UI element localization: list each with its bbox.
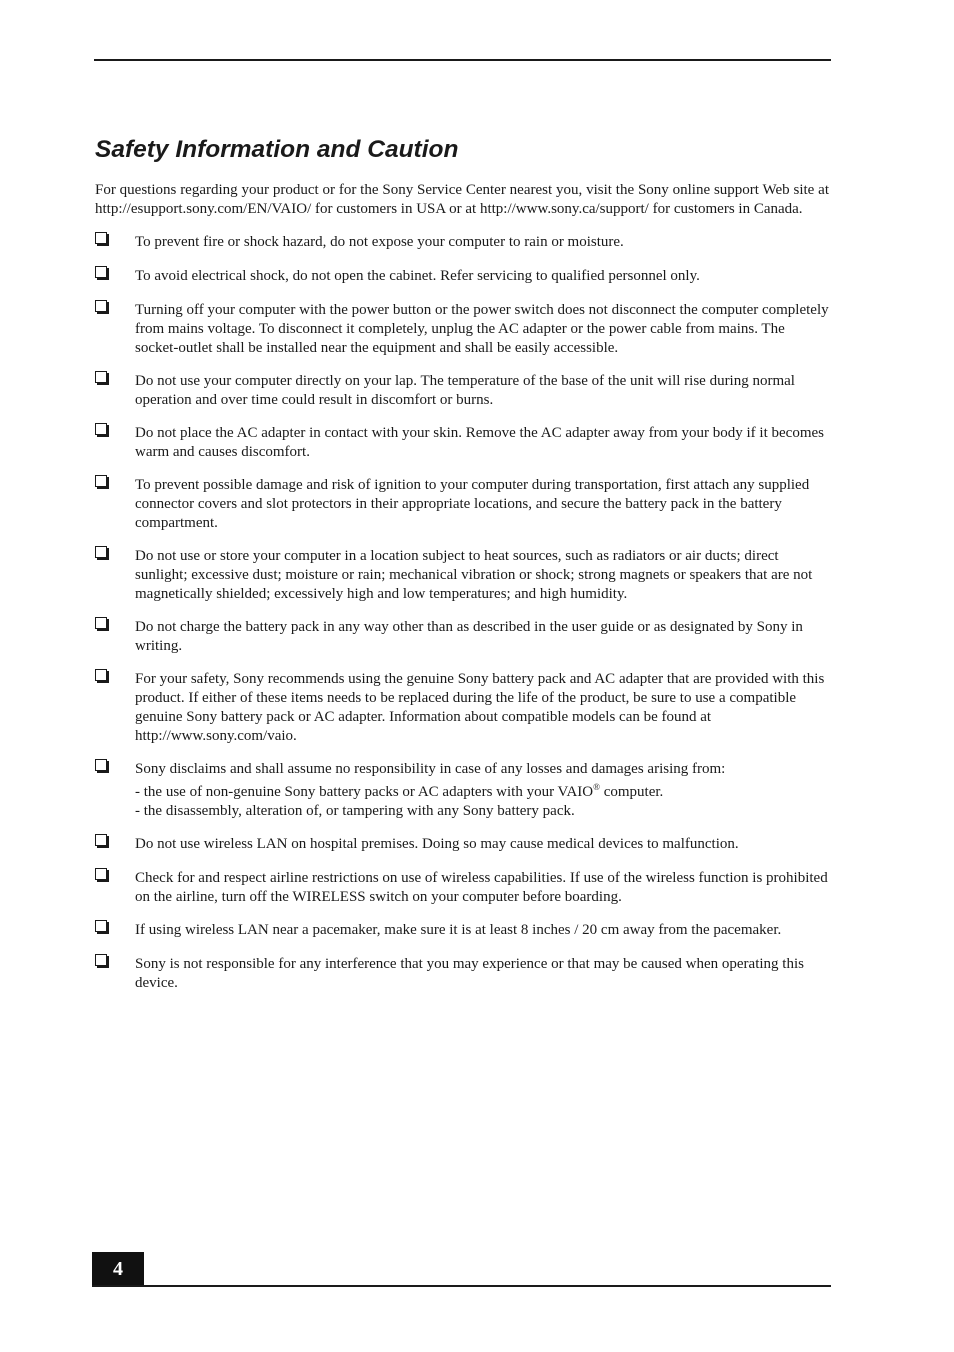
list-item — [95, 476, 829, 533]
list-item-text: For your safety, Sony recommends using the genuine Sony battery pack and AC adapter that are provided with this product. If either of these items needs to be replaced during the life of the product, be sure to use a compatible genuine Sony battery pack or AC adapter. Information about compatible models can be found at http://www.sony.com/vaio. — [135, 671, 825, 744]
checkbox-bullet-icon — [95, 669, 107, 681]
list-item — [95, 372, 829, 410]
list-item — [95, 233, 829, 252]
page-number: 4 — [113, 1258, 123, 1280]
list-item — [95, 670, 829, 746]
list-item-text: To prevent possible damage and risk of ignition to your computer during transportation, first attach any supplied connector covers and slot protectors in their appropriate locations, and secure the battery pack in the battery compartment. — [135, 477, 810, 531]
checkbox-bullet-icon — [95, 920, 107, 932]
list-item — [95, 618, 829, 656]
checkbox-bullet-icon — [95, 954, 107, 966]
list-item-text: Do not charge the battery pack in any way other than as described in the user guide or as designated by Sony in writing. — [135, 619, 803, 654]
list-item-text: Sony is not responsible for any interference that you may experience or that may be caused when operating this device. — [135, 956, 804, 991]
list-item-subline: - the disassembly, alteration of, or tampering with any Sony battery pack. — [135, 803, 575, 819]
content — [95, 181, 829, 1007]
list-item-text: Do not use or store your computer in a location subject to heat sources, such as radiators or air ducts; direct sunlight; excessive dust; moisture or rain; mechanical vibration or shock; strong magnets or speakers that are not magnetically shielded; excessively high and low temperatures; and high humidity. — [135, 548, 813, 602]
list-item — [95, 547, 829, 604]
list-item-text: To prevent fire or shock hazard, do not expose your computer to rain or moisture. — [135, 234, 624, 250]
list-item — [95, 424, 829, 462]
top-rule — [94, 59, 831, 61]
list-item-subline: - the use of non-genuine Sony battery packs or AC adapters with your VAIO® computer. — [135, 782, 664, 800]
list-item-text: To avoid electrical shock, do not open the cabinet. Refer servicing to qualified personnel only. — [135, 268, 700, 284]
page-title: Safety Information and Caution — [95, 136, 459, 163]
list-item — [95, 869, 829, 907]
list-item — [95, 301, 829, 358]
checkbox-bullet-icon — [95, 546, 107, 558]
checkbox-bullet-icon — [95, 475, 107, 487]
checkbox-bullet-icon — [95, 868, 107, 880]
list-item-text: If using wireless LAN near a pacemaker, make sure it is at least 8 inches / 20 cm away from the pacemaker. — [135, 922, 782, 938]
checkbox-bullet-icon — [95, 423, 107, 435]
checkbox-bullet-icon — [95, 759, 107, 771]
bottom-rule — [92, 1285, 831, 1287]
list-item-text: Sony disclaims and shall assume no responsibility in case of any losses and damages arising from: — [135, 761, 726, 777]
list-item-text: Check for and respect airline restrictions on use of wireless capabilities. If use of the wireless function is prohibited on the airline, turn off the WIRELESS switch on your computer before boarding. — [135, 870, 828, 905]
list-item-text: Turning off your computer with the power button or the power switch does not disconnect the computer completely from mains voltage. To disconnect it completely, unplug the AC adapter or the power cable from mains. The socket-outlet shall be installed near the equipment and shall be easily accessible. — [135, 302, 829, 356]
registered-mark: ® — [593, 782, 600, 792]
list-item — [95, 760, 829, 821]
checkbox-bullet-icon — [95, 834, 107, 846]
checkbox-bullet-icon — [95, 371, 107, 383]
safety-list — [95, 233, 829, 993]
checkbox-bullet-icon — [95, 266, 107, 278]
list-item-text: Do not use wireless LAN on hospital premises. Doing so may cause medical devices to malfunction. — [135, 836, 739, 852]
intro-paragraph: For questions regarding your product or for the Sony Service Center nearest you, visit the Sony online support Web site at http://esupport.sony.com/EN/VAIO/ for customers in USA or at http://www.sony.ca/support/ for customers in Canada. — [95, 182, 829, 217]
checkbox-bullet-icon — [95, 300, 107, 312]
list-item — [95, 267, 829, 286]
list-item — [95, 835, 829, 854]
list-item — [95, 955, 829, 993]
page-number-tab — [92, 1252, 144, 1287]
list-item-text: Do not place the AC adapter in contact with your skin. Remove the AC adapter away from your body if it becomes warm and causes discomfort. — [135, 425, 824, 460]
list-item — [95, 921, 829, 940]
checkbox-bullet-icon — [95, 232, 107, 244]
checkbox-bullet-icon — [95, 617, 107, 629]
list-item-text: Do not use your computer directly on your lap. The temperature of the base of the unit will rise during normal operation and over time could result in discomfort or burns. — [135, 373, 795, 408]
